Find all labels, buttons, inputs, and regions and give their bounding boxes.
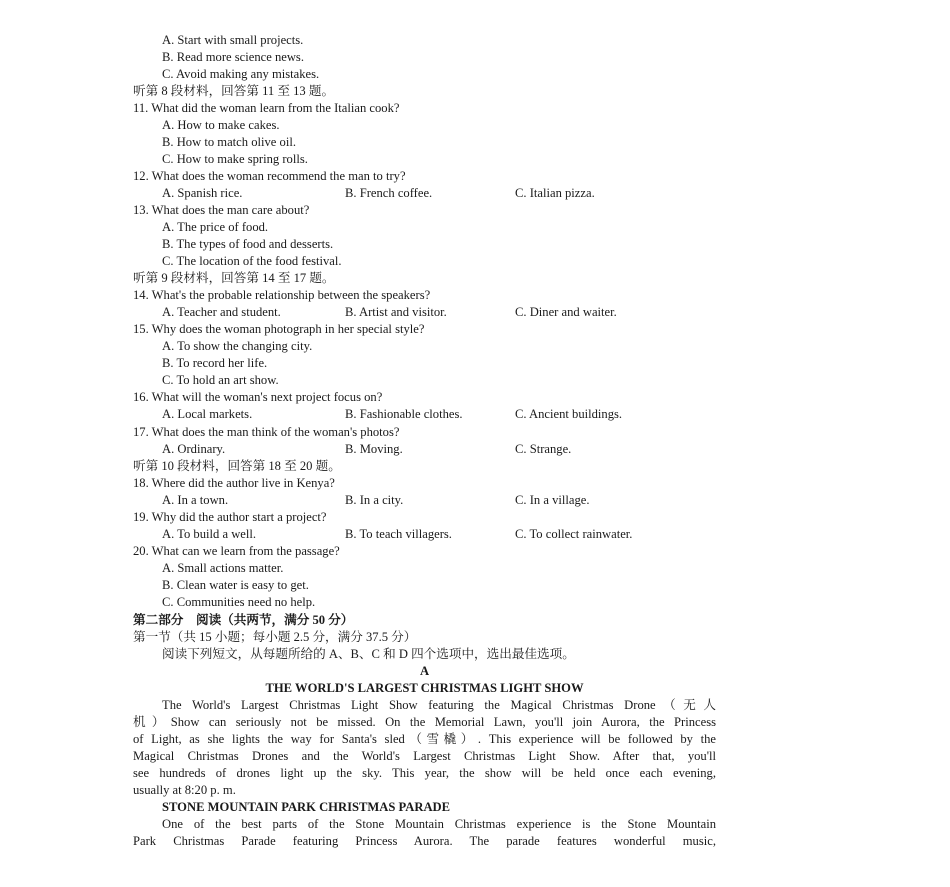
q13-option-c: C. The location of the food festival. [162, 254, 342, 268]
question-13: 13. What does the man care about? [133, 203, 310, 217]
q18-option-b: B. In a city. [345, 493, 404, 507]
q17-option-a: A. Ordinary. [162, 442, 226, 456]
question-12: 12. What does the woman recommend the man to try? [133, 169, 406, 183]
q17-option-b: B. Moving. [345, 442, 403, 456]
para1-line-6: usually at 8:20 p. m. [133, 783, 236, 797]
question-14: 14. What's the probable relationship between the speakers? [133, 288, 431, 302]
q20-option-b: B. Clean water is easy to get. [162, 578, 309, 592]
q11-option-b: B. How to match olive oil. [162, 135, 296, 149]
q19-option-b: B. To teach villagers. [345, 527, 452, 541]
q16-option-b: B. Fashionable clothes. [345, 407, 463, 421]
instructions: 阅读下列短文，从每题所给的 A、B、C 和 D 四个选项中，选出最佳选项。 [162, 647, 575, 661]
q18-option-a: A. In a town. [162, 493, 229, 507]
q14-option-c: C. Diner and waiter. [515, 305, 617, 319]
option-b: B. Read more science news. [162, 50, 304, 64]
q14-option-b: B. Artist and visitor. [345, 305, 447, 319]
q15-option-b: B. To record her life. [162, 356, 268, 370]
q11-option-c: C. How to make spring rolls. [162, 152, 308, 166]
para1-line-5: see hundreds of drones light up the sky. This year, the show will be held once each evening, [133, 766, 716, 780]
question-19: 19. Why did the author start a project? [133, 510, 327, 524]
q13-option-a: A. The price of food. [162, 220, 269, 234]
q12-option-b: B. French coffee. [345, 186, 433, 200]
q13-option-b: B. The types of food and desserts. [162, 237, 334, 251]
question-16: 16. What will the woman's next project focus on? [133, 390, 383, 404]
q17-option-c: C. Strange. [515, 442, 572, 456]
para1-line-4: Magical Christmas Drones and the World's Largest Christmas Light Show. After that, you'll [133, 749, 716, 763]
part2-header: 第二部分 阅读（共两节，满分 50 分） [133, 613, 354, 627]
question-18: 18. Where did the author live in Kenya? [133, 476, 335, 490]
para1-line-1: The World's Largest Christmas Light Show featuring the Magical Christmas Drone（无人 [162, 698, 716, 712]
section-8-header: 听第 8 段材料，回答第 11 至 13 题。 [133, 84, 335, 98]
question-20: 20. What can we learn from the passage? [133, 544, 340, 558]
section1-header: 第一节（共 15 小题；每小题 2.5 分，满分 37.5 分） [133, 630, 417, 644]
q15-option-a: A. To show the changing city. [162, 339, 313, 353]
section-9-header: 听第 9 段材料，回答第 14 至 17 题。 [133, 271, 335, 285]
passage-letter: A [419, 664, 430, 678]
q12-option-a: A. Spanish rice. [162, 186, 243, 200]
q19-option-c: C. To collect rainwater. [515, 527, 633, 541]
q15-option-c: C. To hold an art show. [162, 373, 279, 387]
passage-title-1: THE WORLD'S LARGEST CHRISTMAS LIGHT SHOW [265, 681, 584, 695]
para1-line-2: 机）Show can seriously not be missed. On the Memorial Lawn, you'll join Aurora, the Princess [133, 715, 716, 729]
option-c: C. Avoid making any mistakes. [162, 67, 320, 81]
q14-option-a: A. Teacher and student. [162, 305, 281, 319]
question-17: 17. What does the man think of the woman's photos? [133, 425, 400, 439]
para1-line-3: of Light, as she lights the way for Santa's sled（雪橇）. This experience will be followed by the [133, 732, 716, 746]
question-11: 11. What did the woman learn from the Italian cook? [133, 101, 400, 115]
passage-title-2: STONE MOUNTAIN PARK CHRISTMAS PARADE [162, 800, 451, 814]
para2-line-1: One of the best parts of the Stone Mountain Christmas experience is the Stone Mountain [162, 817, 716, 831]
q18-option-c: C. In a village. [515, 493, 590, 507]
section-10-header: 听第 10 段材料，回答第 18 至 20 题。 [133, 459, 341, 473]
option-a: A. Start with small projects. [162, 33, 304, 47]
q16-option-a: A. Local markets. [162, 407, 253, 421]
question-15: 15. Why does the woman photograph in her special style? [133, 322, 425, 336]
q19-option-a: A. To build a well. [162, 527, 257, 541]
q20-option-a: A. Small actions matter. [162, 561, 284, 575]
para2-line-2: Park Christmas Parade featuring Princess Aurora. The parade features wonderful music, [133, 834, 716, 848]
q11-option-a: A. How to make cakes. [162, 118, 280, 132]
q16-option-c: C. Ancient buildings. [515, 407, 623, 421]
q20-option-c: C. Communities need no help. [162, 595, 316, 609]
q12-option-c: C. Italian pizza. [515, 186, 595, 200]
